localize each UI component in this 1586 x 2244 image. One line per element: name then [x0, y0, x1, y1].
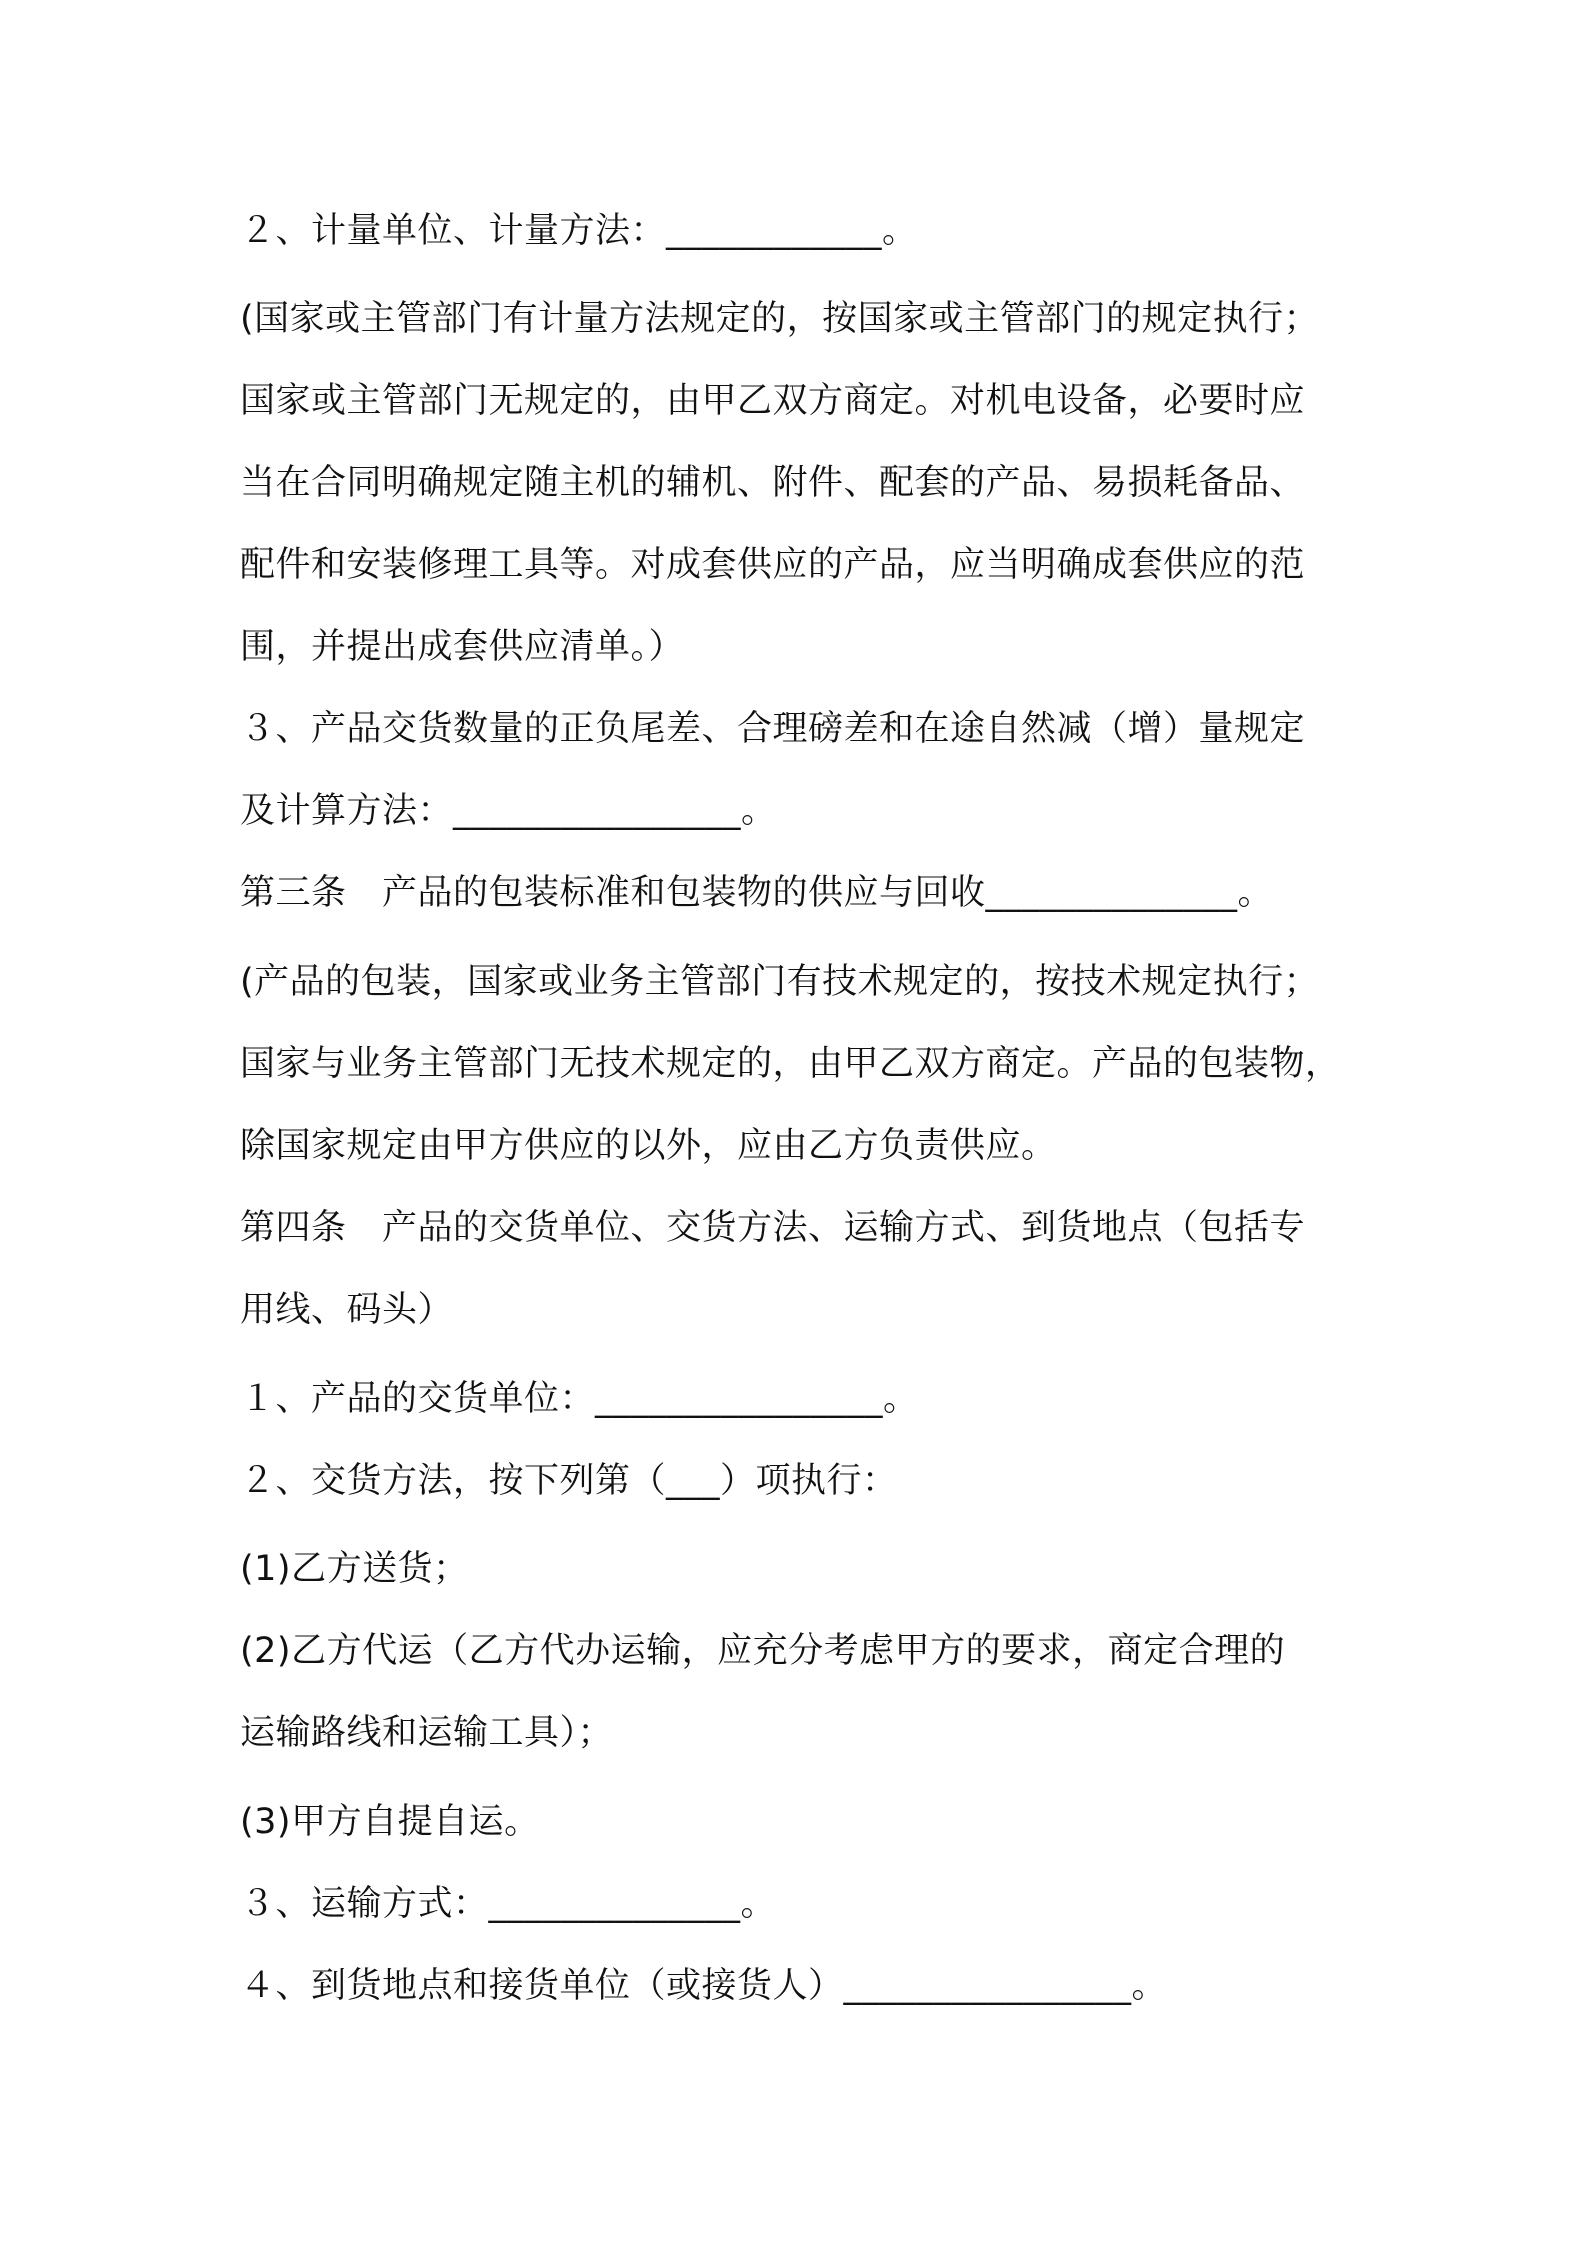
note-measurement-line-4: 配件和安装修理工具等。对成套供应的产品，应当明确成套供应的范 [240, 545, 1306, 585]
article-4-delivery-cont: 用线、码头） [240, 1290, 454, 1330]
option-2-seller-ships-cont: 运输路线和运输工具）； [240, 1713, 614, 1753]
option-2-seller-ships: (2)乙方代运（乙方代办运输，应充分考虑甲方的要求，商定合理的 [240, 1631, 1286, 1671]
note-packaging-line-2: 国家与业务主管部门无技术规定的，由甲乙双方商定。产品的包装物， [240, 1044, 1341, 1084]
option-1-seller-delivers: (1)乙方送货； [240, 1549, 469, 1589]
note-measurement-line-5: 围，并提出成套供应清单。） [240, 627, 685, 667]
note-measurement-line-2: 国家或主管部门无规定的，由甲乙双方商定。对机电设备，必要时应 [240, 381, 1306, 421]
clause-3-transport-mode: ３、运输方式：______________。 [240, 1884, 777, 1924]
note-measurement-line-1: (国家或主管部门有计量方法规定的，按国家或主管部门的规定执行； [240, 299, 1320, 339]
clause-4-destination: ４、到货地点和接货单位（或接货人）________________。 [240, 1966, 1168, 2006]
clause-2-delivery-method: ２、交货方法，按下列第（___）项执行： [240, 1461, 898, 1501]
clause-2-measurement-unit: ２、计量单位、计量方法：____________。 [240, 211, 918, 251]
note-measurement-line-3: 当在合同明确规定随主机的辅机、附件、配套的产品、易损耗备品、 [240, 463, 1306, 503]
option-3-buyer-collects: (3)甲方自提自运。 [240, 1802, 540, 1842]
clause-3-quantity-tolerance: ３、产品交货数量的正负尾差、合理磅差和在途自然减（增）量规定 [240, 709, 1306, 749]
note-packaging-line-3: 除国家规定由甲方供应的以外，应由乙方负责供应。 [240, 1126, 1057, 1166]
note-packaging-line-1: (产品的包装，国家或业务主管部门有技术规定的，按技术规定执行； [240, 962, 1320, 1002]
article-3-packaging: 第三条 产品的包装标准和包装物的供应与回收______________。 [240, 873, 1274, 913]
clause-3-calculation-method: 及计算方法：________________。 [240, 791, 777, 831]
article-4-delivery: 第四条 产品的交货单位、交货方法、运输方式、到货地点（包括专 [240, 1208, 1306, 1248]
clause-1-delivery-unit: １、产品的交货单位：________________。 [240, 1379, 919, 1419]
